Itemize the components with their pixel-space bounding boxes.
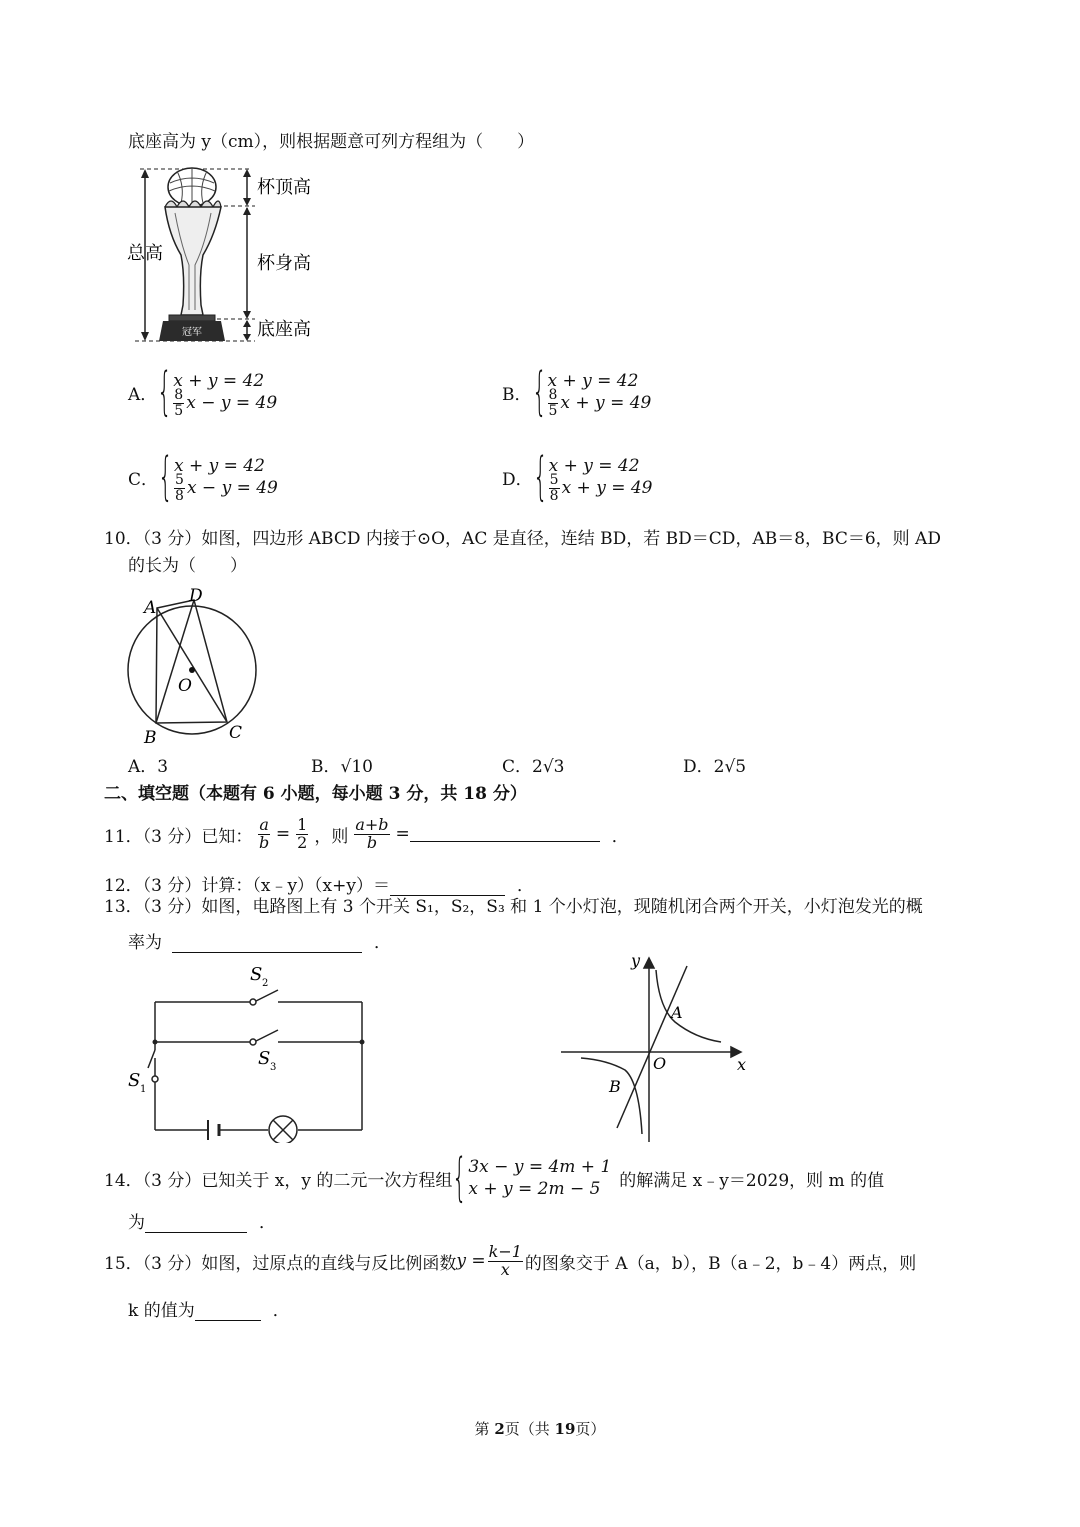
trophy-figure <box>125 165 335 350</box>
brace: { <box>452 1148 468 1208</box>
label-b: B <box>144 728 157 747</box>
q12: 12．（3 分）计算：（x﹣y）（x+y）＝ ． <box>104 876 534 896</box>
label-o: O <box>178 676 192 696</box>
label-total: 总高 <box>127 243 163 264</box>
label-cup-body: 杯身高 <box>257 253 311 274</box>
brace: { <box>531 362 547 422</box>
origin-label: O <box>653 1054 667 1073</box>
q9-option-b[interactable]: B． { x + y = 42 $\frac{8}{5}$ x + y = 49 <box>502 362 652 422</box>
point-a-label: A <box>671 1003 683 1022</box>
label-c: C <box>229 723 243 743</box>
point-b-label: B <box>609 1077 621 1096</box>
brace: { <box>532 447 548 507</box>
q14-answer-blank[interactable] <box>145 1218 247 1233</box>
label-base: 底座高 <box>257 319 311 340</box>
brace: { <box>157 362 173 422</box>
label-d: D <box>189 586 203 606</box>
q15-answer-blank[interactable] <box>195 1306 261 1321</box>
label-a: A <box>144 598 157 618</box>
label-s3: S <box>258 1048 271 1069</box>
q13-line1: 13．（3 分）如图，电路图上有 3 个开关 S₁，S₂，S₃ 和 1 个小灯泡，现随机闭合两个开关，小灯泡发光的概 <box>104 897 923 917</box>
q14-line2: 为 ． <box>128 1213 276 1233</box>
q15: 15．（3 分）如图，过原点的直线与反比例函数 y = $\frac{k-1}{x}$ 的图象交于 A（a，b），B（a﹣2，b﹣4）两点，则 <box>104 1242 917 1279</box>
q9-option-a[interactable]: A． { x + y = 42 $\frac{8}{5}$ x − y = 49 <box>128 362 278 422</box>
axis-y-label: y <box>631 951 641 970</box>
q10-option-d[interactable]: D．2√5 <box>683 757 747 777</box>
q11-answer-blank[interactable] <box>410 827 600 842</box>
q9-option-d[interactable]: D． { x + y = 42 $\frac{5}{8}$ x + y = 49 <box>502 447 653 507</box>
label-s1: S <box>128 1070 141 1091</box>
q14: 14．（3 分）已知关于 x，y 的二元一次方程组 { 3x − y = 4m + 1 x + y = 2m − 5 的解满足 x﹣y＝2029，则 m 的值 <box>104 1148 885 1208</box>
page-footer: 第 2页（共 19页） <box>474 1420 606 1438</box>
q10-line1: 10．（3 分）如图，四边形 ABCD 内接于⊙O，AC 是直径，连结 BD，若 BD＝CD，AB＝8，BC＝6，则 AD <box>104 529 941 549</box>
q10-option-c[interactable]: C．2√3 <box>502 757 565 777</box>
function-graph <box>555 948 760 1148</box>
q9-option-c[interactable]: C． { x + y = 42 $\frac{5}{8}$ x − y = 49 <box>128 447 278 507</box>
q10-line2: 的长为（ ） <box>128 556 247 576</box>
q10-option-b[interactable]: B．√10 <box>311 757 373 777</box>
label-cup-top: 杯顶高 <box>257 177 311 198</box>
trophy-base-text: 冠军 <box>182 327 202 338</box>
q11: 11．（3 分）已知： $\frac{a}{b}$ = $\frac{1}{2}$ ，则 $\frac{a+b}{b}$ = ． <box>104 815 629 852</box>
label-s2-sub: 2 <box>262 978 269 989</box>
q9-question-tail: 底座高为 y（cm），则根据题意可列方程组为（ ） <box>128 132 535 152</box>
circle-figure <box>118 582 268 747</box>
label-s2: S <box>250 964 263 985</box>
q15-line2: k 的值为 ． <box>128 1301 290 1321</box>
q13-line2: 率为 ． <box>128 933 391 953</box>
q12-answer-blank[interactable] <box>390 881 505 896</box>
label-s1-sub: 1 <box>140 1084 147 1095</box>
brace: { <box>158 447 173 507</box>
section-title: 二、填空题（本题有 6 小题，每小题 3 分，共 18 分） <box>104 784 527 804</box>
label-s3-sub: 3 <box>270 1062 277 1073</box>
q13-answer-blank[interactable] <box>172 938 362 953</box>
circuit-figure <box>120 958 380 1143</box>
axis-x-label: x <box>737 1055 747 1074</box>
q10-option-a[interactable]: A．3 <box>128 757 169 777</box>
